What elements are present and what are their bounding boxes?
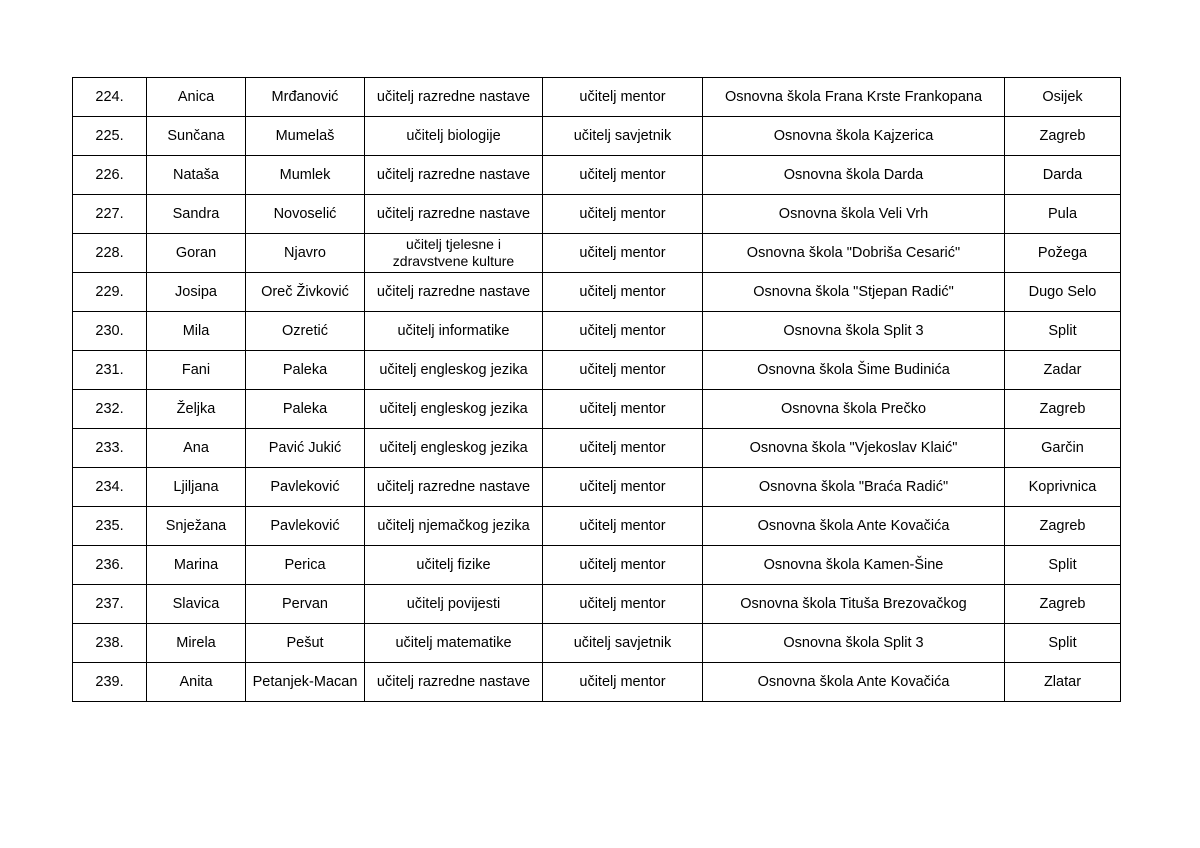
rank-title-cell: učitelj mentor — [543, 156, 703, 195]
table-row — [73, 507, 1121, 546]
first-name-cell: Goran — [147, 234, 246, 273]
school-cell: Osnovna škola Kamen-Šine — [703, 546, 1005, 585]
school-cell: Osnovna škola "Vjekoslav Klaić" — [703, 429, 1005, 468]
rank-title-cell: učitelj savjetnik — [543, 624, 703, 663]
school-cell: Osnovna škola Split 3 — [703, 312, 1005, 351]
row-number-cell: 237. — [73, 585, 147, 624]
last-name-cell: Pešut — [246, 624, 365, 663]
subject-cell: učitelj informatike — [365, 312, 543, 351]
school-cell: Osnovna škola "Dobriša Cesarić" — [703, 234, 1005, 273]
rank-title-cell: učitelj mentor — [543, 390, 703, 429]
table-row — [73, 195, 1121, 234]
subject-cell: učitelj razredne nastave — [365, 468, 543, 507]
city-cell: Split — [1005, 312, 1121, 351]
roster-body — [73, 78, 1121, 702]
city-cell: Split — [1005, 546, 1121, 585]
last-name-cell: Njavro — [246, 234, 365, 273]
table-row — [73, 663, 1121, 702]
city-cell: Dugo Selo — [1005, 273, 1121, 312]
rank-title-cell: učitelj mentor — [543, 234, 703, 273]
city-cell: Zagreb — [1005, 390, 1121, 429]
subject-cell: učitelj engleskog jezika — [365, 390, 543, 429]
rank-title-cell: učitelj mentor — [543, 312, 703, 351]
last-name-cell: Novoselić — [246, 195, 365, 234]
city-cell: Darda — [1005, 156, 1121, 195]
school-cell: Osnovna škola Darda — [703, 156, 1005, 195]
school-cell: Osnovna škola "Stjepan Radić" — [703, 273, 1005, 312]
last-name-cell: Pavić Jukić — [246, 429, 365, 468]
city-cell: Zlatar — [1005, 663, 1121, 702]
first-name-cell: Fani — [147, 351, 246, 390]
table-row — [73, 156, 1121, 195]
school-cell: Osnovna škola Ante Kovačića — [703, 507, 1005, 546]
subject-cell: učitelj razredne nastave — [365, 195, 543, 234]
first-name-cell: Anita — [147, 663, 246, 702]
last-name-cell: Mumelaš — [246, 117, 365, 156]
city-cell: Zagreb — [1005, 585, 1121, 624]
subject-cell: učitelj matematike — [365, 624, 543, 663]
city-cell: Koprivnica — [1005, 468, 1121, 507]
last-name-cell: Oreč Živković — [246, 273, 365, 312]
first-name-cell: Sandra — [147, 195, 246, 234]
table-row — [73, 78, 1121, 117]
first-name-cell: Marina — [147, 546, 246, 585]
table-row — [73, 312, 1121, 351]
last-name-cell: Pavleković — [246, 468, 365, 507]
rank-title-cell: učitelj mentor — [543, 546, 703, 585]
school-cell: Osnovna škola Tituša Brezovačkog — [703, 585, 1005, 624]
rank-title-cell: učitelj mentor — [543, 429, 703, 468]
last-name-cell: Pervan — [246, 585, 365, 624]
row-number-cell: 228. — [73, 234, 147, 273]
city-cell: Pula — [1005, 195, 1121, 234]
row-number-cell: 224. — [73, 78, 147, 117]
last-name-cell: Paleka — [246, 351, 365, 390]
subject-cell: učitelj povijesti — [365, 585, 543, 624]
rank-title-cell: učitelj mentor — [543, 468, 703, 507]
row-number-cell: 227. — [73, 195, 147, 234]
table-row — [73, 624, 1121, 663]
last-name-cell: Mrđanović — [246, 78, 365, 117]
subject-cell: učitelj biologije — [365, 117, 543, 156]
row-number-cell: 235. — [73, 507, 147, 546]
city-cell: Osijek — [1005, 78, 1121, 117]
row-number-cell: 233. — [73, 429, 147, 468]
subject-cell: učitelj fizike — [365, 546, 543, 585]
row-number-cell: 225. — [73, 117, 147, 156]
rank-title-cell: učitelj mentor — [543, 585, 703, 624]
table-row — [73, 546, 1121, 585]
first-name-cell: Mirela — [147, 624, 246, 663]
school-cell: Osnovna škola Šime Budinića — [703, 351, 1005, 390]
table-row — [73, 234, 1121, 273]
row-number-cell: 226. — [73, 156, 147, 195]
table-row — [73, 468, 1121, 507]
last-name-cell: Mumlek — [246, 156, 365, 195]
first-name-cell: Snježana — [147, 507, 246, 546]
first-name-cell: Josipa — [147, 273, 246, 312]
first-name-cell: Sunčana — [147, 117, 246, 156]
row-number-cell: 232. — [73, 390, 147, 429]
first-name-cell: Slavica — [147, 585, 246, 624]
row-number-cell: 229. — [73, 273, 147, 312]
first-name-cell: Ljiljana — [147, 468, 246, 507]
last-name-cell: Petanjek-Macan — [246, 663, 365, 702]
subject-cell: učitelj razredne nastave — [365, 78, 543, 117]
row-number-cell: 238. — [73, 624, 147, 663]
school-cell: Osnovna škola Frana Krste Frankopana — [703, 78, 1005, 117]
row-number-cell: 230. — [73, 312, 147, 351]
subject-cell: učitelj engleskog jezika — [365, 351, 543, 390]
city-cell: Split — [1005, 624, 1121, 663]
first-name-cell: Ana — [147, 429, 246, 468]
city-cell: Požega — [1005, 234, 1121, 273]
city-cell: Zadar — [1005, 351, 1121, 390]
first-name-cell: Mila — [147, 312, 246, 351]
subject-cell: učitelj engleskog jezika — [365, 429, 543, 468]
table-row — [73, 273, 1121, 312]
city-cell: Zagreb — [1005, 117, 1121, 156]
rank-title-cell: učitelj mentor — [543, 78, 703, 117]
table-row — [73, 429, 1121, 468]
subject-cell: učitelj razredne nastave — [365, 156, 543, 195]
rank-title-cell: učitelj mentor — [543, 273, 703, 312]
subject-cell: učitelj tjelesne i zdravstvene kulture — [365, 234, 543, 273]
rank-title-cell: učitelj mentor — [543, 195, 703, 234]
last-name-cell: Ozretić — [246, 312, 365, 351]
school-cell: Osnovna škola Veli Vrh — [703, 195, 1005, 234]
table-row — [73, 390, 1121, 429]
subject-cell: učitelj njemačkog jezika — [365, 507, 543, 546]
school-cell: Osnovna škola "Braća Radić" — [703, 468, 1005, 507]
school-cell: Osnovna škola Split 3 — [703, 624, 1005, 663]
last-name-cell: Pavleković — [246, 507, 365, 546]
last-name-cell: Perica — [246, 546, 365, 585]
table-row — [73, 117, 1121, 156]
subject-cell: učitelj razredne nastave — [365, 663, 543, 702]
table-row — [73, 585, 1121, 624]
row-number-cell: 236. — [73, 546, 147, 585]
rank-title-cell: učitelj mentor — [543, 351, 703, 390]
city-cell: Zagreb — [1005, 507, 1121, 546]
school-cell: Osnovna škola Prečko — [703, 390, 1005, 429]
rank-title-cell: učitelj savjetnik — [543, 117, 703, 156]
teacher-roster-table — [72, 77, 1121, 702]
row-number-cell: 239. — [73, 663, 147, 702]
rank-title-cell: učitelj mentor — [543, 663, 703, 702]
school-cell: Osnovna škola Kajzerica — [703, 117, 1005, 156]
city-cell: Garčin — [1005, 429, 1121, 468]
first-name-cell: Nataša — [147, 156, 246, 195]
school-cell: Osnovna škola Ante Kovačića — [703, 663, 1005, 702]
row-number-cell: 234. — [73, 468, 147, 507]
table-row — [73, 351, 1121, 390]
first-name-cell: Željka — [147, 390, 246, 429]
row-number-cell: 231. — [73, 351, 147, 390]
last-name-cell: Paleka — [246, 390, 365, 429]
first-name-cell: Anica — [147, 78, 246, 117]
subject-cell: učitelj razredne nastave — [365, 273, 543, 312]
rank-title-cell: učitelj mentor — [543, 507, 703, 546]
